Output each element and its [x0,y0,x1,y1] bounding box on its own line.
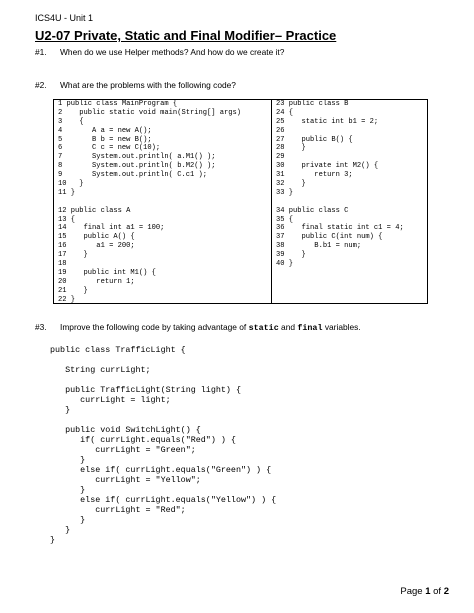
question-3-text-end: variables. [322,322,361,332]
code-line: 26 [276,126,285,135]
code-line: 7 System.out.println( a.M1() ); [58,153,216,162]
code-line: public class TrafficLight { [50,345,186,355]
code-line: } [50,485,86,495]
page-footer [400,586,449,597]
code-line: 28 } [276,144,306,153]
code-line: 31 return 3; [276,171,353,180]
code-line: } [50,515,86,525]
question-2-number: #2. [35,80,47,90]
code-line [50,355,450,365]
code-line [50,415,450,425]
code-line: 8 System.out.println( b.M2() ); [58,162,216,171]
code-line: 20 return 1; [58,277,135,286]
question-2 [35,80,236,90]
question-3-number: #3. [35,322,47,332]
code-line: } [50,535,56,545]
code-line: else if( currLight.equals("Yellow") ) { [50,495,277,505]
traffic-light-code [50,345,450,545]
code-line: 39 } [276,251,306,260]
code-line: 36 final static int c1 = 4; [276,224,404,233]
code-column-left [58,100,270,304]
code-line: } [50,405,71,415]
code-line: if( currLight.equals("Red") ) { [50,435,236,445]
code-line: 24 { [276,108,294,117]
current-page: 1 [425,586,431,597]
question-1-text: When do we use Helper methods? And how do we create it? [60,47,285,57]
code-line: 17 } [58,251,88,260]
code-line: 15 public A() { [58,233,135,242]
question-3-text-mid: and [278,322,298,332]
total-pages: 2 [443,586,449,597]
code-line: 9 System.out.println( C.c1 ); [58,171,207,180]
page-title: U2-07 Private, Static and Final Modifier– Practice [35,28,337,43]
of-label: of [430,586,444,597]
question-3 [35,322,361,333]
page-label: Page [400,586,426,597]
code-line: 10 } [58,180,84,189]
code-table [53,99,428,304]
code-line: 27 public B() { [276,135,353,144]
code-line: 33 } [276,188,294,197]
code-line: 34 public class C [276,206,349,215]
final-keyword: final [297,323,323,333]
question-1-number: #1. [35,47,47,57]
code-line: 6 C c = new C(10); [58,144,161,153]
code-line: 21 } [58,286,88,295]
code-line: 37 public C(int num) { [276,233,383,242]
code-line: String currLight; [50,365,151,375]
code-line: 2 public static void main(String[] args) [58,108,242,117]
code-line [50,375,450,385]
code-line: currLight = "Yellow"; [50,475,201,485]
code-line: 22 } [58,295,76,304]
code-line: 1 public class MainProgram { [58,100,178,108]
code-line: currLight = "Green"; [50,445,196,455]
code-line: 32 } [276,180,306,189]
code-line [276,198,426,207]
code-line: currLight = "Red"; [50,505,186,515]
code-line: 30 private int M2() { [276,162,379,171]
code-line: 29 [276,153,285,162]
code-line: 14 final int a1 = 100; [58,224,165,233]
code-line: } [50,525,71,535]
code-column-right [276,100,426,269]
code-line: 18 [58,260,67,269]
question-3-text-start: Improve the following code by taking advantage of [60,322,249,332]
code-line [58,198,270,207]
code-line: currLight = light; [50,395,171,405]
code-line: 12 public class A [58,206,131,215]
static-keyword: static [248,323,279,333]
code-line: 19 public int M1() { [58,268,156,277]
code-line: 5 B b = new B(); [58,135,152,144]
code-line: } [50,455,86,465]
question-2-text: What are the problems with the following code? [60,80,236,90]
column-divider [271,100,272,303]
course-header: ICS4U - Unit 1 [35,13,94,23]
code-line: 13 { [58,215,76,224]
code-line: 23 public class B [276,100,349,108]
code-line: 35 { [276,215,294,224]
code-line: else if( currLight.equals("Green") ) { [50,465,272,475]
code-line: public void SwitchLight() { [50,425,201,435]
question-1 [35,47,284,57]
code-line: public TrafficLight(String light) { [50,385,241,395]
code-line: 3 { [58,117,84,126]
code-line: 11 } [58,188,76,197]
code-line: 16 a1 = 200; [58,242,135,251]
code-line: 38 B.b1 = num; [276,242,362,251]
code-line: 40 } [276,260,294,269]
code-line: 4 A a = new A(); [58,126,152,135]
code-line: 25 static int b1 = 2; [276,117,379,126]
